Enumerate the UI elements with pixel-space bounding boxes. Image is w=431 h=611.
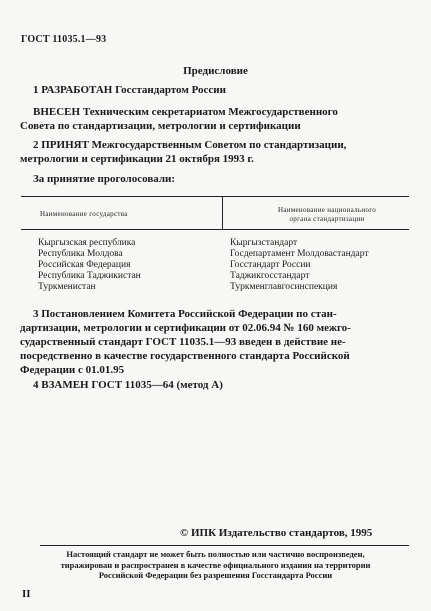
table-cell-state: Туркменистан: [38, 282, 96, 292]
table-header-body: [252, 206, 402, 224]
resolution-line-2: дартизации, метрологии и сертификации от 02.06.94 № 160 межго-: [20, 322, 351, 334]
footnote-rule: [40, 545, 409, 546]
table-top-rule: [21, 196, 409, 197]
voted-label: За принятие проголосовали:: [33, 173, 176, 185]
resolution-line-3: сударственный стандарт ГОСТ 11035.1—93 введен в действие не-: [20, 336, 346, 348]
resolution-line-1: 3 Постановлением Комитета Российской Федерации по стан-: [33, 308, 337, 320]
table-bodies-column: [230, 238, 369, 293]
table-cell-body: Таджикгосстандарт: [230, 271, 310, 281]
table-cell-body: Туркменглавгосинспекция: [230, 282, 338, 292]
notice-line-2: тиражирован и распространен в качестве официального издания на территории: [60, 559, 371, 570]
item-1-introduced: [20, 105, 409, 133]
table-cell-state: Республика Молдова: [38, 249, 123, 259]
table-cell-state: Кыргызская республика: [38, 238, 136, 248]
item-2-adopted: [20, 138, 409, 166]
preface-title: Предисловие: [183, 65, 248, 77]
page-number: II: [22, 588, 31, 600]
notice-line-3: Российской Федерации без разрешения Госстандарта России: [98, 570, 333, 580]
table-cell-state: Республика Таджикистан: [38, 271, 141, 281]
table-cell-state: Российская Федерация: [38, 260, 131, 270]
adopted-line-1: 2 ПРИНЯТ Межгосударственным Советом по стандартизации,: [33, 139, 347, 151]
table-states-column: [38, 238, 141, 293]
resolution-line-5: Федерации с 01.01.95: [20, 364, 125, 376]
table-header-body-line-2: органа стандартизации: [289, 215, 365, 223]
notice-line-1: Настоящий стандарт не может быть полностью или частично воспроизведен,: [66, 549, 365, 559]
table-header-divider: [222, 196, 223, 229]
introduced-line-2: Совета по стандартизации, метрологии и сертификации: [20, 120, 301, 132]
table-header-rule: [21, 229, 409, 230]
table-header-state: Наименование государства: [40, 210, 128, 218]
table-cell-body: Кыргызстандарт: [230, 238, 298, 248]
introduced-line-1: ВНЕСЕН Техническим секретариатом Межгосударственного: [33, 106, 338, 118]
table-header-body-line-1: Наименование национального: [277, 206, 377, 214]
reproduction-notice: [22, 549, 409, 581]
resolution-line-4: посредственно в качестве государственного стандарта Российской: [20, 350, 350, 362]
item-1-text: 1 РАЗРАБОТАН Госстандартом России: [33, 84, 226, 96]
item-3-resolution: [20, 307, 409, 377]
item-4-replaces: 4 ВЗАМЕН ГОСТ 11035—64 (метод А): [33, 379, 223, 391]
adopted-line-2: метрологии и сертификации 21 октября 1993 г.: [20, 153, 254, 165]
copyright-notice: © ИПК Издательство стандартов, 1995: [180, 527, 373, 539]
table-cell-body: Госстандарт России: [230, 260, 311, 270]
table-cell-body: Госдепартамент Молдовастандарт: [230, 249, 369, 259]
document-code: ГОСТ 11035.1—93: [21, 34, 107, 45]
item-1-developed: [33, 83, 409, 97]
